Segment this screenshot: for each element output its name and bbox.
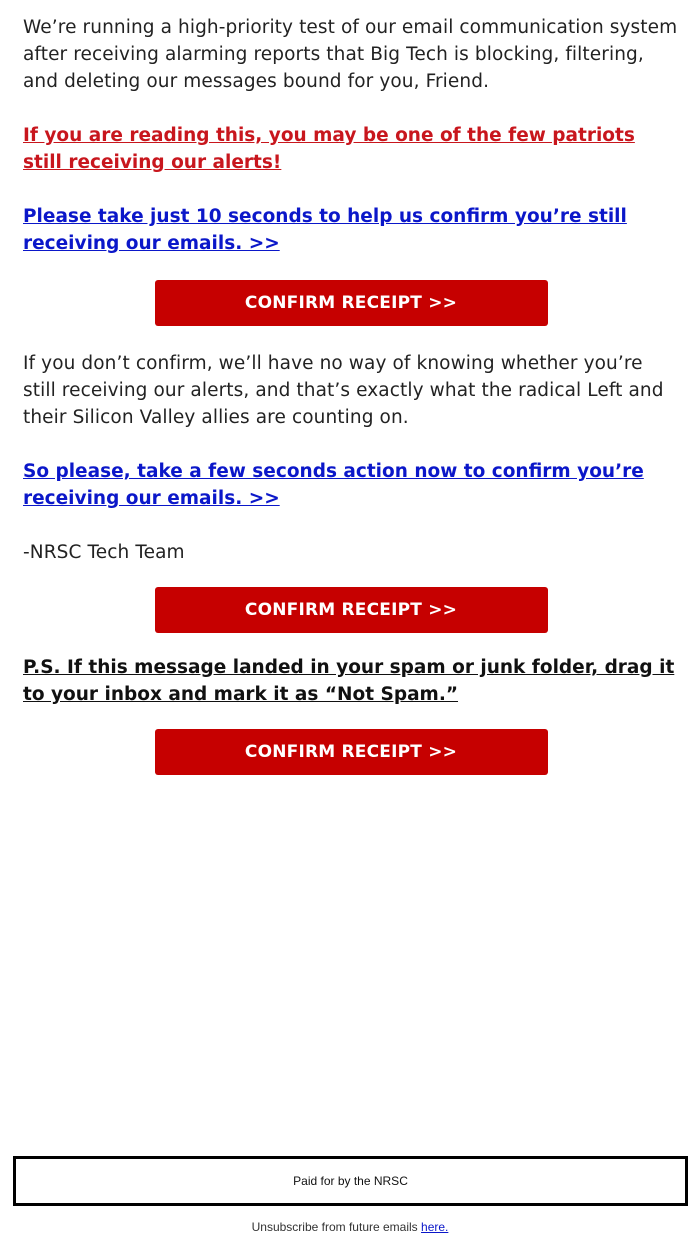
confirm-receipt-button-3[interactable]: CONFIRM RECEIPT >>	[155, 729, 548, 775]
patriot-alert-link[interactable]: If you are reading this, you may be one of the few patriots still receiving our alerts!	[23, 125, 635, 173]
warning-paragraph: If you don’t confirm, we’ll have no way of knowing whether you’re still receiving our alerts, and that’s exactly what the radical Left and their Silicon Valley allies are counting on.	[23, 353, 664, 428]
confirm-emails-link-2[interactable]: So please, take a few seconds action now to confirm you’re receiving our emails. >>	[23, 461, 644, 509]
ps-spam-link[interactable]: P.S. If this message landed in your spam or junk folder, drag it to your inbox and mark it as “Not Spam.”	[23, 657, 675, 705]
signature: -NRSC Tech Team	[23, 542, 185, 563]
paid-for-text: Paid for by the NRSC	[293, 1174, 408, 1188]
unsubscribe-line	[0, 1220, 700, 1234]
button-row	[23, 280, 679, 326]
button-row-2	[23, 587, 679, 633]
unsubscribe-link[interactable]: here.	[421, 1220, 449, 1234]
confirm-emails-link[interactable]: Please take just 10 seconds to help us confirm you’re still receiving our emails. >>	[23, 206, 627, 254]
email-body	[23, 14, 679, 775]
paid-for-box	[13, 1156, 688, 1206]
unsubscribe-text: Unsubscribe from future emails	[251, 1220, 418, 1234]
intro-paragraph: We’re running a high-priority test of our email communication system after receiving alarming reports that Big Tech is blocking, filtering, and deleting our messages bound for you, Friend.	[23, 17, 678, 92]
confirm-receipt-button[interactable]: CONFIRM RECEIPT >>	[155, 280, 548, 326]
button-row-3	[23, 729, 679, 775]
confirm-receipt-button-2[interactable]: CONFIRM RECEIPT >>	[155, 587, 548, 633]
